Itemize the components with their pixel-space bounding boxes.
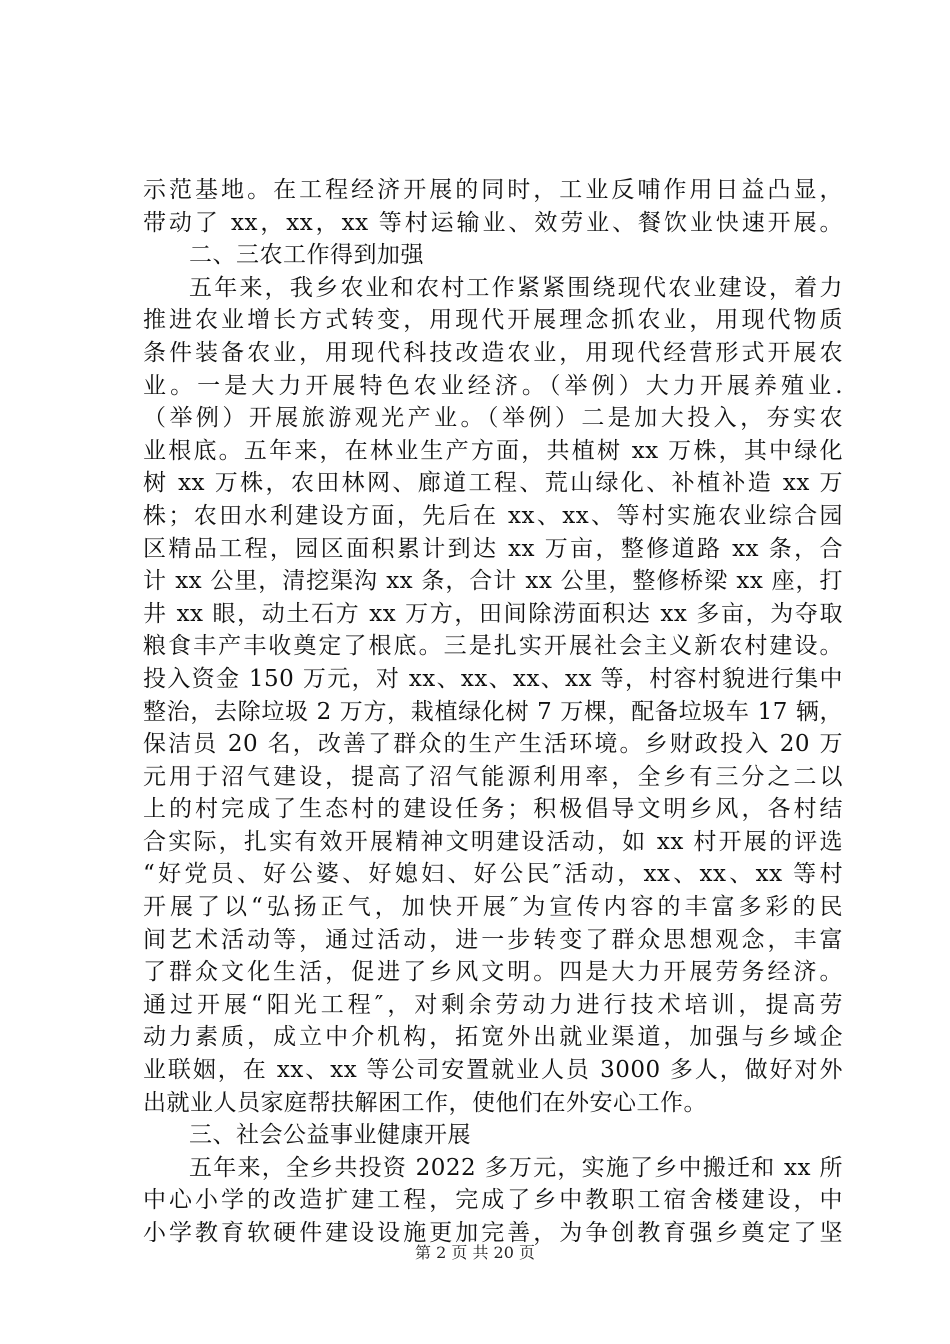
text-line: 合实际，扎实有效开展精神文明建设活动，如 xx 村开展的评选 [143, 828, 843, 855]
text-line: 通过开展“阳光工程″，对剩余劳动力进行技术培训，提高劳 [143, 991, 843, 1018]
text-line: 动力素质，成立中介机构，拓宽外出就业渠道，加强与乡域企 [143, 1024, 843, 1051]
text-line: 上的村完成了生态村的建设任务；积极倡导文明乡风，各村结 [143, 796, 843, 823]
text-line: 了群众文化生活，促进了乡风文明。四是大力开展劳务经济。 [143, 959, 843, 986]
text-line: 小学教育软硬件建设设施更加完善，为争创教育强乡奠定了坚 [143, 1220, 843, 1246]
text-line: 开展了以“弘扬正气，加快开展″为宣传内容的丰富多彩的民 [143, 894, 843, 921]
text-line: 推进农业增长方式转变，用现代开展理念抓农业，用现代物质 [143, 307, 843, 334]
text-line: 树 xx 万株，农田林网、廊道工程、荒山绿化、补植补造 xx 万 [143, 470, 843, 497]
text-line: 间艺术活动等，通过活动，进一步转变了群众思想观念，丰富 [143, 926, 843, 953]
text-line: 五年来，全乡共投资 2022 多万元，实施了乡中搬迁和 xx 所 [189, 1154, 843, 1181]
text-line: 业根底。五年来，在林业生产方面，共植树 xx 万株，其中绿化 [143, 437, 843, 464]
text-line: 株；农田水利建设方面，先后在 xx、xx、等村实施农业综合园 [143, 502, 843, 529]
text-line: 示范基地。在工程经济开展的同时，工业反哺作用日益凸显， [143, 177, 843, 203]
text-line: 业联姻，在 xx、xx 等公司安置就业人员 3000 多人，做好对外 [143, 1057, 843, 1084]
text-line: 整治，去除垃圾 2 万方，栽植绿化树 7 万棵，配备垃圾车 17 辆， [143, 698, 843, 725]
section-heading: 三、社会公益事业健康开展 [189, 1122, 471, 1149]
text-line: 业。一是大力开展特色农业经济。（举例）大力开展养殖业. [143, 372, 843, 399]
body-text [143, 174, 843, 1250]
section-heading: 二、三农工作得到加强 [189, 242, 424, 269]
text-line: 出就业人员家庭帮扶解困工作，使他们在外安心工作。 [143, 1089, 707, 1116]
text-line: 保洁员 20 名，改善了群众的生产生活环境。乡财政投入 20 万 [143, 731, 843, 758]
text-line: （举例）开展旅游观光产业。（举例）二是加大投入，夯实农 [143, 405, 843, 432]
text-line: 五年来，我乡农业和农村工作紧紧围绕现代农业建设，着力 [189, 274, 843, 301]
text-line: 计 xx 公里，清挖渠沟 xx 条，合计 xx 公里，整修桥梁 xx 座，打 [143, 568, 843, 595]
text-line: 带动了 xx，xx，xx 等村运输业、效劳业、餐饮业快速开展。 [143, 209, 843, 236]
text-line: “好党员、好公婆、好媳妇、好公民″活动，xx、xx、xx 等村 [143, 861, 843, 888]
text-line: 粮食丰产丰收奠定了根底。三是扎实开展社会主义新农村建设。 [143, 633, 843, 660]
text-line: 区精品工程，园区面积累计到达 xx 万亩，整修道路 xx 条，合 [143, 535, 843, 562]
text-line: 投入资金 150 万元，对 xx、xx、xx、xx 等，村容村貌进行集中 [143, 665, 843, 692]
text-line: 井 xx 眼，动土石方 xx 万方，田间除涝面积达 xx 多亩，为夺取 [143, 600, 843, 627]
text-line: 中心小学的改造扩建工程，完成了乡中教职工宿舍楼建设，中 [143, 1187, 843, 1214]
text-line: 条件装备农业，用现代科技改造农业，用现代经营形式开展农 [143, 339, 843, 366]
text-line: 元用于沼气建设，提高了沼气能源利用率，全乡有三分之二以 [143, 763, 843, 790]
page-number: 第 2 页 共 20 页 [415, 1243, 535, 1262]
